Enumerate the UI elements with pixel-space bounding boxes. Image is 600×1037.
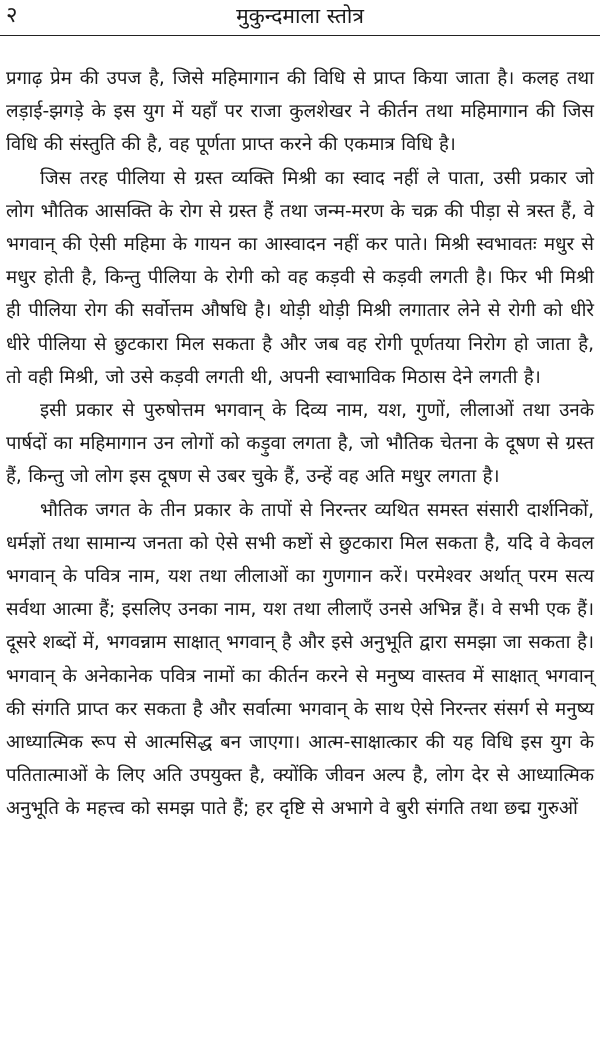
paragraph: जिस तरह पीलिया से ग्रस्त व्यक्ति मिश्री का स्वाद नहीं ले पाता, उसी प्रकार जो लोग भौतिक आसक्ति के रोग से ग्रस्त हैं तथा जन्म-मरण के चक्र की पीड़ा से त्रस्त हैं, वे भगवान् की ऐसी महिमा के गायन का आस्वादन नहीं कर पाते। मिश्री स्वभावतः मधुर से मधुर होती है, किन्तु पीलिया के रोगी को वह कड़वी से कड़वी लगती है। फिर भी मिश्री ही पीलिया रोग की सर्वोत्तम औषधि है। थोड़ी थोड़ी मिश्री लगातार लेने से रोगी को धीरे धीरे पीलिया से छुटकारा मिल सकता है और जब वह रोगी पूर्णतया निरोग हो जाता है, तो वही मिश्री, जो उसे कड़वी लगती थी, अपनी स्वाभाविक मिठास देने लगती है। (6, 167, 594, 388)
paragraph: इसी प्रकार से पुरुषोत्तम भगवान् के दिव्य नाम, यश, गुणों, लीलाओं तथा उनके पार्षदों का महिमागान उन लोगों को कड़ुवा लगता है, जो भौतिक चेतना के दूषण से ग्रस्त हैं, किन्तु जो लोग इस दूषण से उबर चुके हैं, उन्हें वह अति मधुर लगता है। (6, 400, 594, 488)
page-header (0, 0, 600, 34)
body-text (6, 62, 594, 826)
paragraph: प्रगाढ़ प्रेम की उपज है, जिसे महिमागान की विधि से प्राप्त किया जाता है। कलह तथा लड़ाई-झगड़े के इस युग में यहाँ पर राजा कुलशेखर ने कीर्तन तथा महिमागान की जिस विधि की संस्तुति की है, वह पूर्णता प्राप्त करने की एकमात्र विधि है। (6, 68, 594, 156)
header-rule (0, 35, 600, 36)
paragraph: भौतिक जगत के तीन प्रकार के तापों से निरन्तर व्यथित समस्त संसारी दार्शनिकों, धर्मज्ञों तथा सामान्य जनता को ऐसे सभी कष्टों से छुटकारा मिल सकता है, यदि वे केवल भगवान् के पवित्र नाम, यश तथा लीलाओं का गुणगान करें। परमेश्वर अर्थात् परम सत्य सर्वथा आत्मा हैं; इसलिए उनका नाम, यश तथा लीलाएँ उनसे अभिन्न हैं। वे सभी एक हैं। दूसरे शब्दों में, भगवन्नाम साक्षात् भगवान् है और इसे अनुभूति द्वारा समझा जा सकता है। भगवान् के अनेकानेक पवित्र नामों का कीर्तन करने से मनुष्य वास्तव में साक्षात् भगवान् की संगति प्राप्त कर सकता है और सर्वात्मा भगवान् के साथ ऐसे निरन्तर संसर्ग से मनुष्य आध्यात्मिक रूप से आत्मसिद्ध बन जाएगा। आत्म-साक्षात्कार की यह विधि इस युग के पतितात्माओं के लिए अति उपयुक्त है, क्योंकि जीवन अल्प है, लोग देर से आध्यात्मिक अनुभूति के महत्त्व को समझ पाते हैं; हर दृष्टि से अभागे वे बुरी संगति तथा छद्म गुरुओं (6, 499, 594, 820)
running-title: मुकुन्दमाला स्तोत्र (236, 4, 364, 28)
page-number: २ (6, 3, 18, 28)
